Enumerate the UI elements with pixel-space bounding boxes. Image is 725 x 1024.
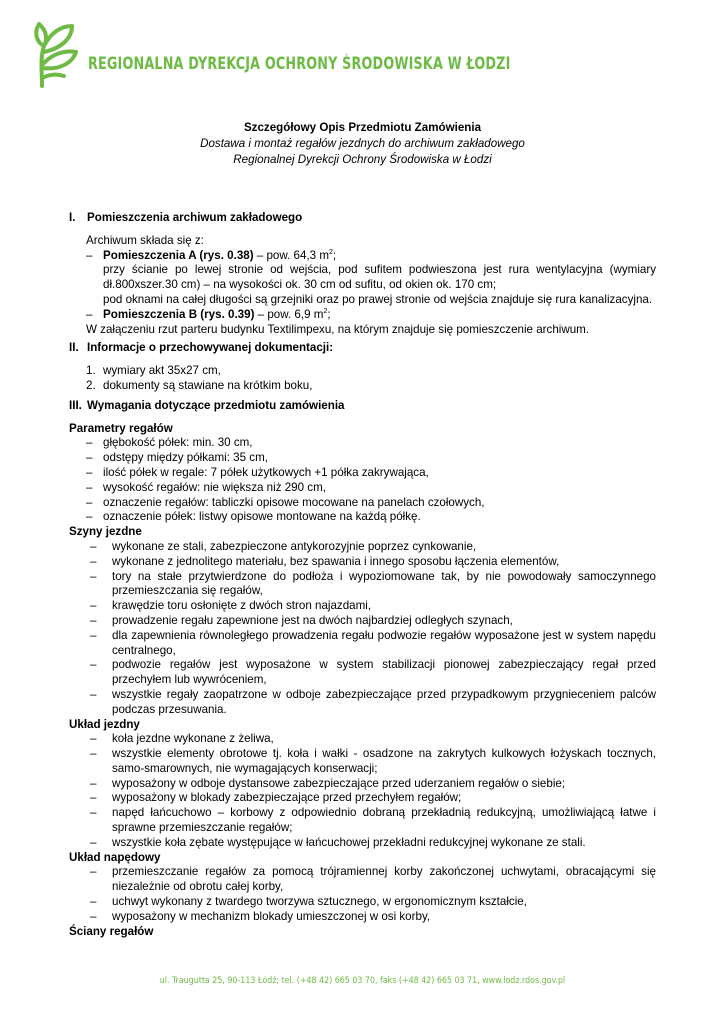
list-item-text: podwozie regałów jest wyposażone w system stabilizacji pionowej zabezpieczający regał przed przechyłem lub wywróceniem, [112,658,656,687]
list-dash: – [90,554,97,568]
list-item-text: napęd łańcuchowo – korbowy z odpowiednio dobraną przekładnią redukcyjną, umożliwiającą łatwe i sprawne przemieszczanie regałów; [112,806,656,835]
list-item-text: odstępy między półkami: 35 cm, [103,451,268,465]
list-item [69,451,656,466]
powered-list [69,865,656,924]
footer-address: ul. Traugutta 25, 90-113 Łódź; tel. (+48 42) 665 03 70, faks (+48 42) 665 03 71, www.lodz.rdos.gov.pl [159,976,566,986]
list-item-text: wszystkie koła zębate występujące w łańcuchowej przekładni redukcyjnej wykonane ze stali. [112,835,586,849]
list-item [69,466,656,481]
list-item [69,364,656,379]
list-item [69,777,656,792]
list-dash: – [90,791,97,805]
section-1-note: W załączeniu rzut parteru budynku Textilimpexu, na którym znajduje się pomieszczenie archiwum. [86,322,590,336]
room-a-item [69,249,656,264]
list-item-text: wyposażony w mechanizm blokady umieszczonej w osi korby, [112,909,431,923]
list-dash: – [90,613,97,627]
document-title: Szczegółowy Opis Przedmiotu Zamówienia [243,121,482,134]
list-dash: – [90,539,97,553]
document-subtitle-line-1: Dostawa i montaż regałów jezdnych do archiwum zakładowego [200,137,525,150]
room-b-item [69,308,656,323]
list-dash: – [86,510,93,524]
rooms-list [69,249,656,264]
section-2-number: II. [69,341,79,355]
list-dash: – [86,307,93,321]
room-a-area-end: ; [332,248,337,262]
powered-heading: Układ napędowy [69,850,161,864]
list-item [69,910,656,925]
list-item [69,791,656,806]
list-item [69,747,656,777]
section-1-title: Pomieszczenia archiwum zakładowego [87,211,303,224]
list-item-text: krawędzie toru osłonięte z dwóch stron najazdami, [112,599,372,613]
documentation-list [69,364,656,394]
list-item [69,629,656,659]
list-item-text: ilość półek w regale: 7 półek użytkowych +1 półka zakrywająca, [103,465,429,479]
rails-list [69,540,656,718]
list-dash: – [90,628,97,642]
room-a-area-exponent: 2 [328,248,333,256]
list-number: 1. [86,364,96,378]
list-item [69,865,656,895]
list-dash: – [90,747,97,761]
section-1-number: I. [69,211,76,224]
list-item [69,688,656,718]
room-a-description-2: pod oknami na całej długości są grzejniki oraz po prawej stronie od wejścia znajduje się rura kanalizacyjna. [103,292,653,306]
room-a-name: Pomieszczenia A (rys. 0.38) [103,248,254,262]
list-item [69,614,656,629]
room-b-area: – pow. 6,9 m [254,307,324,321]
list-dash: – [90,806,97,820]
list-dash: – [90,895,97,909]
list-item [69,481,656,496]
list-item-text: wyposażony w odboje dystansowe zabezpieczające przed uderzaniem regałów o siebie; [112,776,566,790]
list-dash: – [90,732,97,746]
params-heading: Parametry regałów [69,421,173,435]
room-b-name: Pomieszczenia B (rys. 0.39) [103,307,255,321]
section-1-heading [69,211,656,226]
list-item [69,555,656,570]
organization-name: REGIONALNA DYREKCJA OCHRONY ŚRODOWISKA W ŁODZI [88,54,511,73]
room-a-area: – pow. 64,3 m [253,248,329,262]
list-item-text: wszystkie regały zaopatrzone w odboje zabezpieczające przed przypadkowym przygnieceniem palców podczas przesuwania. [112,687,656,716]
section-3-heading [69,399,656,414]
list-dash: – [90,865,97,879]
list-item [69,599,656,614]
section-1-intro: Archiwum składa się z: [86,233,204,247]
list-dash: – [86,451,93,465]
drive-list [69,732,656,850]
list-dash: – [86,436,93,450]
list-item [69,658,656,688]
walls-heading: Ściany regałów [69,924,154,938]
list-item-text: wszystkie elementy obrotowe tj. koła i wałki - osadzone na zakrytych kulkowych łożyskach tocznych, samo-smarownych, nie wymagających konserwacji; [112,747,656,775]
list-item-text: tory na stałe przytwierdzone do podłoża i wypoziomowane tak, by nie powodowały samoczynnego przemieszczania się regałów, [112,569,656,598]
list-item [69,895,656,910]
list-dash: – [86,480,93,494]
room-b-area-exponent: 2 [323,307,328,315]
list-item [69,436,656,451]
document-body [69,211,656,939]
list-item-text: uchwyt wykonany z twardego tworzywa sztucznego, w ergonomicznym kształcie, [112,895,527,909]
leaf-icon [30,20,82,88]
list-item-text: wymiary akt 35x27 cm, [103,364,221,378]
list-item-text: wysokość regałów: nie większa niż 290 cm, [103,480,326,494]
list-item [69,570,656,600]
list-item-text: przemieszczanie regałów za pomocą trójramiennej korby zakończonej uchwytami, obracającymi się niezależnie od obrotu całej korby, [112,865,656,894]
list-item-text: koła jezdne wykonane z żeliwa, [112,732,274,746]
list-item [69,379,656,394]
list-item-text: dokumenty są stawiane na krótkim boku, [103,378,313,392]
section-3-number: III. [69,398,82,412]
list-item-text: wykonane z jednolitego materiału, bez spawania i innego sposobu łączenia elementów, [112,554,560,568]
section-3-title: Wymagania dotyczące przedmiotu zamówienia [87,398,345,412]
list-item-text: wyposażony w blokady zabezpieczające przed przechyłem regałów; [112,791,462,805]
list-dash: – [86,495,93,509]
room-b-area-end: ; [327,307,331,321]
list-dash: – [90,658,97,672]
list-item [69,836,656,851]
document-subtitle-line-2: Regionalnej Dyrekcji Ochrony Środowiska w Łodzi [233,153,492,166]
rails-heading: Szyny jezdne [69,525,142,539]
list-dash: – [90,909,97,923]
list-dash: – [86,248,93,262]
list-item-text: oznaczenie regałów: tabliczki opisowe mocowane na panelach czołowych, [103,495,485,509]
list-dash: – [90,687,97,701]
list-item-text: głębokość półek: min. 30 cm, [103,436,253,450]
list-item [69,732,656,747]
room-a-description-1: przy ścianie po lewej stronie od wejścia, pod sufitem podwieszona jest rura wentylacyjna (wymiary dł.800xszer.30 cm) – na wysokości ok. 30 cm od sufitu, od okien ok. 170 cm; [103,263,656,292]
list-item [69,510,656,525]
list-dash: – [90,599,97,613]
section-2-heading [69,341,656,356]
rooms-list-b [69,308,656,323]
list-dash: – [90,835,97,849]
drive-heading: Układ jezdny [69,717,140,731]
list-dash: – [90,776,97,790]
list-item-text: oznaczenie półek: listwy opisowe montowane na każdą półkę. [103,510,421,524]
section-2-title: Informacje o przechowywanej dokumentacji: [87,341,334,355]
list-number: 2. [86,378,96,392]
list-item-text: dla zapewnienia równoległego prowadzenia regału podwozie regałów wyposażone jest w system napędu centralnego, [112,628,656,657]
list-item [69,806,656,836]
list-item [69,496,656,511]
document-title-block [0,120,725,168]
list-item-text: wykonane ze stali, zabezpieczone antykorozyjnie poprzez cynkowanie, [112,539,477,553]
list-item-text: prowadzenie regału zapewnione jest na dwóch najbardziej odległych szynach, [112,613,513,627]
params-list [69,436,656,525]
list-item [69,540,656,555]
list-dash: – [90,569,97,583]
list-dash: – [86,465,93,479]
